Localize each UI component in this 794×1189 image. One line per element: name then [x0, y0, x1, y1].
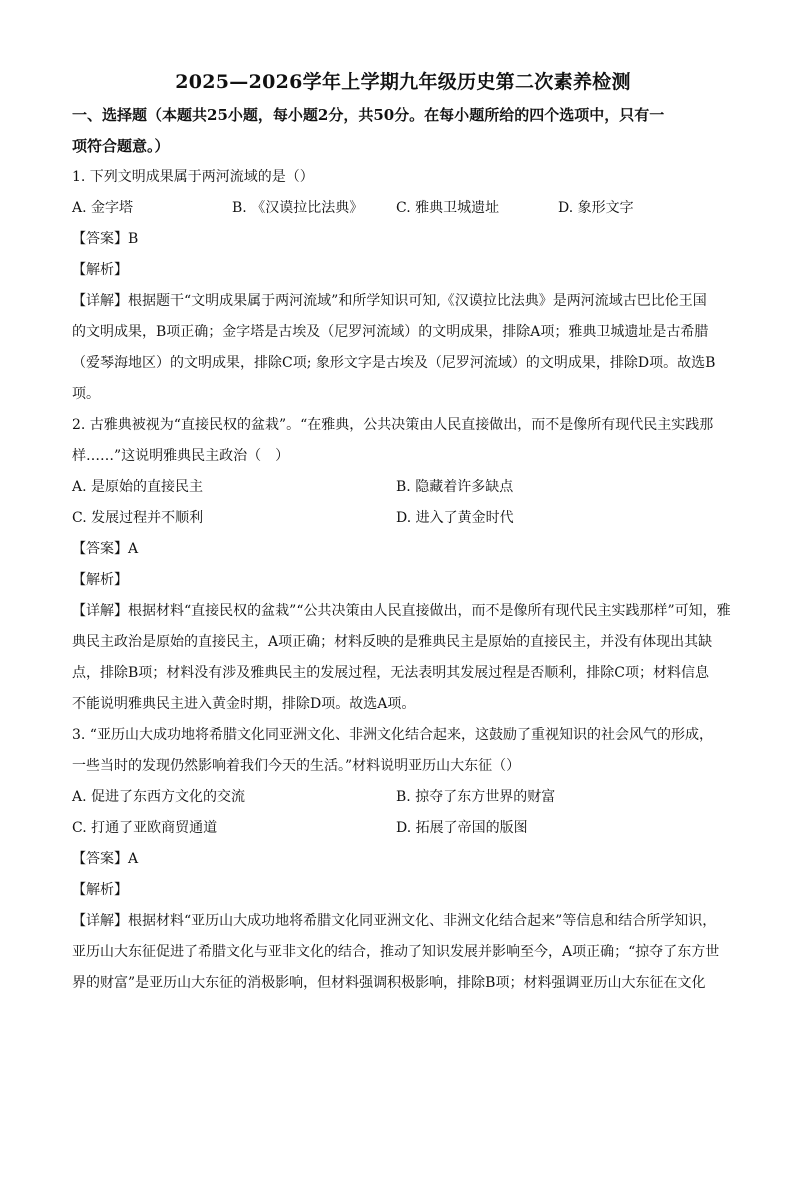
question-1: [72, 162, 734, 410]
detail-line: 不能说明雅典民主进入黄金时期，排除D项。故选A项。: [72, 696, 416, 712]
question-stem: 3. “亚历山大成功地将希腊文化同亚洲文化、非洲文化结合起来，这鼓励了重视知识的社会风气的形成，: [72, 727, 713, 743]
answer-line: 【答案】A: [72, 851, 139, 867]
answer-line: 【答案】B: [72, 231, 139, 247]
option-c: C. 打通了亚欧商贸通道: [72, 820, 218, 836]
detail-line: 项。: [72, 386, 100, 402]
detail-line: 【详解】根据题干“文明成果属于两河流域”和所学知识可知,《汉谟拉比法典》是两河流域古巴比伦王国: [72, 293, 707, 309]
question-3: [72, 720, 734, 999]
question-stem: 一些当时的发现仍然影响着我们今天的生活。”材料说明亚历山大东征（）: [72, 758, 521, 774]
section-heading-line: 项符合题意。）: [72, 137, 170, 155]
detail-line: （爱琴海地区）的文明成果，排除C项; 象形文字是古埃及（尼罗河流域）的文明成果，排除D项。故选B: [72, 355, 716, 371]
option-d: D. 拓展了帝国的版图: [396, 820, 528, 836]
option-a: A. 是原始的直接民主: [72, 479, 204, 495]
detail-line: 典民主政治是原始的直接民主，A项正确；材料反映的是雅典民主是原始的直接民主，并没有体现出其缺: [72, 634, 713, 650]
option-d: D. 进入了黄金时代: [396, 510, 514, 526]
page-title: 2025—2026学年上学期九年级历史第二次素养检测: [175, 71, 631, 93]
detail-line: 【详解】根据材料“亚历山大成功地将希腊文化同亚洲文化、非洲文化结合起来”等信息和结合所学知识，: [72, 913, 717, 929]
options-row: [72, 813, 734, 844]
answer-line: 【答案】A: [72, 541, 139, 557]
analysis-label: 【解析】: [72, 262, 128, 278]
analysis-label: 【解析】: [72, 882, 128, 898]
question-2: [72, 410, 734, 720]
option-b: B. 隐藏着许多缺点: [396, 479, 514, 495]
options-row: [72, 503, 734, 534]
question-stem: 2. 古雅典被视为“直接民权的盆栽”。“在雅典，公共决策由人民直接做出，而不是像所有现代民主实践那: [72, 417, 714, 433]
analysis-label: 【解析】: [72, 572, 128, 588]
option-b: B. 《汉谟拉比法典》: [232, 200, 364, 216]
option-c: C. 发展过程并不顺利: [72, 510, 204, 526]
question-stem: 1. 下列文明成果属于两河流域的是（）: [72, 169, 314, 185]
section-heading: [72, 100, 734, 162]
detail-line: 界的财富”是亚历山大东征的消极影响，但材料强调积极影响，排除B项；材料强调亚历山大东征在文化: [72, 975, 706, 991]
exam-page: [0, 66, 794, 1189]
options-row: [72, 782, 734, 813]
detail-line: 点，排除B项；材料没有涉及雅典民主的发展过程，无法表明其发展过程是否顺利，排除C项；材料信息: [72, 665, 709, 681]
detail-line: 【详解】根据材料“直接民权的盆栽”“公共决策由人民直接做出，而不是像所有现代民主实践那样”可知，雅: [72, 603, 731, 619]
detail-line: 的文明成果，B项正确；金字塔是古埃及（尼罗河流域）的文明成果，排除A项；雅典卫城遗址是古希腊: [72, 324, 709, 340]
option-d: D. 象形文字: [558, 200, 634, 216]
option-a: A. 促进了东西方文化的交流: [72, 789, 246, 805]
options-row: [72, 472, 734, 503]
detail-line: 亚历山大东征促进了希腊文化与亚非文化的结合，推动了知识发展并影响至今，A项正确；“掠夺了东方世: [72, 944, 720, 960]
question-stem: 样……”这说明雅典民主政治（ ）: [72, 448, 290, 464]
option-a: A. 金字塔: [72, 200, 134, 216]
options-row: [72, 193, 734, 224]
option-c: C. 雅典卫城遗址: [396, 200, 500, 216]
option-b: B. 掠夺了东方世界的财富: [396, 789, 556, 805]
section-heading-line: 一、选择题（本题共25小题，每小题2分，共50分。在每小题所给的四个选项中，只有一: [72, 106, 665, 124]
